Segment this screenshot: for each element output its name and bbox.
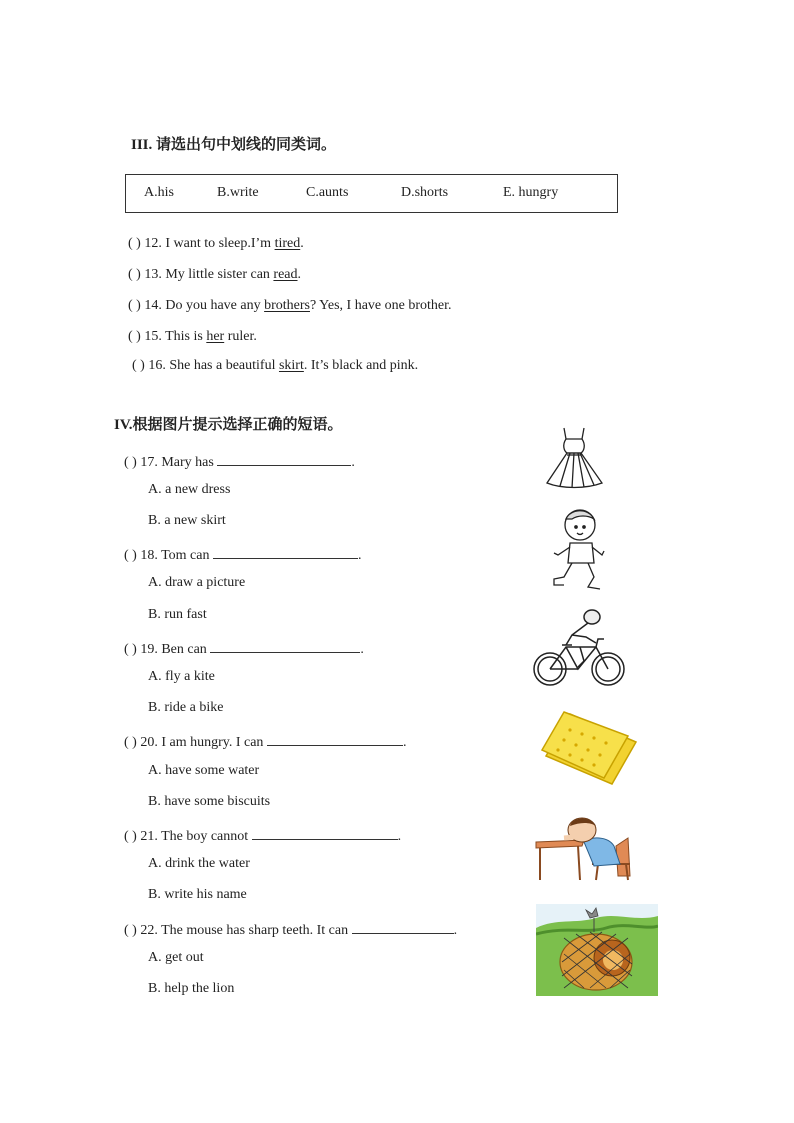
question-text: 14. Do you have any [144,298,265,313]
answer-paren[interactable]: ( ) [128,329,141,344]
answer-paren[interactable]: ( ) [132,358,145,373]
question-stem: 20. I am hungry. I can [140,735,264,750]
stem-end: . [360,642,364,657]
word-options-box [125,174,618,213]
answer-paren[interactable]: ( ) [128,236,141,251]
question-stem: 21. The boy cannot [140,829,249,844]
question-18 [124,544,361,564]
stem-end: . [357,548,362,563]
option-17b: B. a new skirt [148,513,226,528]
question-text: 16. She has a beautiful [148,358,279,373]
answer-paren[interactable]: ( ) [128,298,141,313]
answer-blank [210,638,360,653]
option-21b: B. write his name [148,887,247,902]
answer-paren[interactable]: ( ) [128,267,141,282]
question-text-end: . [297,267,302,282]
option-22a: A. get out [148,950,204,965]
answer-blank [267,731,403,746]
stem-end: . [453,923,458,938]
question-16 [132,358,418,374]
question-stem: 17. Mary has [140,455,214,470]
answer-blank [217,451,351,466]
underlined-word: brothers [264,298,310,313]
option-20a: A. have some water [148,763,260,778]
question-19 [124,638,364,658]
option-18a: A. draw a picture [148,575,246,590]
option-20b: B. have some biscuits [148,794,271,809]
question-stem: 22. The mouse has sharp teeth. It can [140,923,349,938]
question-text-end: ruler. [224,329,257,344]
question-15 [128,329,257,345]
question-text: 12. I want to sleep.I’m [144,236,275,251]
answer-blank [213,544,358,559]
underlined-word: read [273,267,298,282]
option-b: B.write [217,185,259,200]
cyclist-picture [532,607,626,691]
option-22b: B. help the lion [148,981,235,996]
dress-picture [542,425,606,491]
stem-end: . [351,455,355,470]
question-text-end: . It’s black and pink. [303,358,419,373]
section3-title: III. 请选出句中划线的同类词。 [131,137,337,153]
lion-in-net-picture [536,904,658,996]
option-a: A.his [144,185,174,200]
answer-paren[interactable]: ( ) [124,548,137,563]
answer-paren[interactable]: ( ) [124,829,137,844]
question-17 [124,451,355,471]
sleeping-boy-picture [534,816,634,882]
question-text-end: ? Yes, I have one brother. [309,298,452,313]
answer-paren[interactable]: ( ) [124,923,137,938]
option-d: D.shorts [401,185,449,200]
question-21 [124,825,401,845]
question-text: 13. My little sister can [144,267,274,282]
underlined-word: tired [274,236,301,251]
option-19b: B. ride a bike [148,700,224,715]
running-boy-picture [548,507,608,593]
question-stem: 19. Ben can [140,642,207,657]
option-19a: A. fly a kite [148,669,215,684]
question-22 [124,919,457,939]
question-14 [128,298,452,314]
question-12 [128,236,304,252]
answer-paren[interactable]: ( ) [124,455,137,470]
option-18b: B. run fast [148,607,207,622]
stem-end: . [397,829,402,844]
question-text: 15. This is [144,329,207,344]
biscuits-picture [540,708,640,786]
underlined-word: skirt [278,358,304,373]
question-stem: 18. Tom can [140,548,210,563]
option-17a: A. a new dress [148,482,231,497]
question-20 [124,731,406,751]
option-e: E. hungry [503,185,559,200]
question-text-end: . [300,236,304,251]
section4-title: IV.根据图片提示选择正确的短语。 [114,417,343,433]
question-13 [128,267,301,283]
underlined-word: her [206,329,225,344]
answer-blank [352,919,454,934]
option-c: C.aunts [306,185,349,200]
answer-paren[interactable]: ( ) [124,642,137,657]
option-21a: A. drink the water [148,856,250,871]
answer-paren[interactable]: ( ) [124,735,137,750]
stem-end: . [402,735,407,750]
answer-blank [252,825,398,840]
